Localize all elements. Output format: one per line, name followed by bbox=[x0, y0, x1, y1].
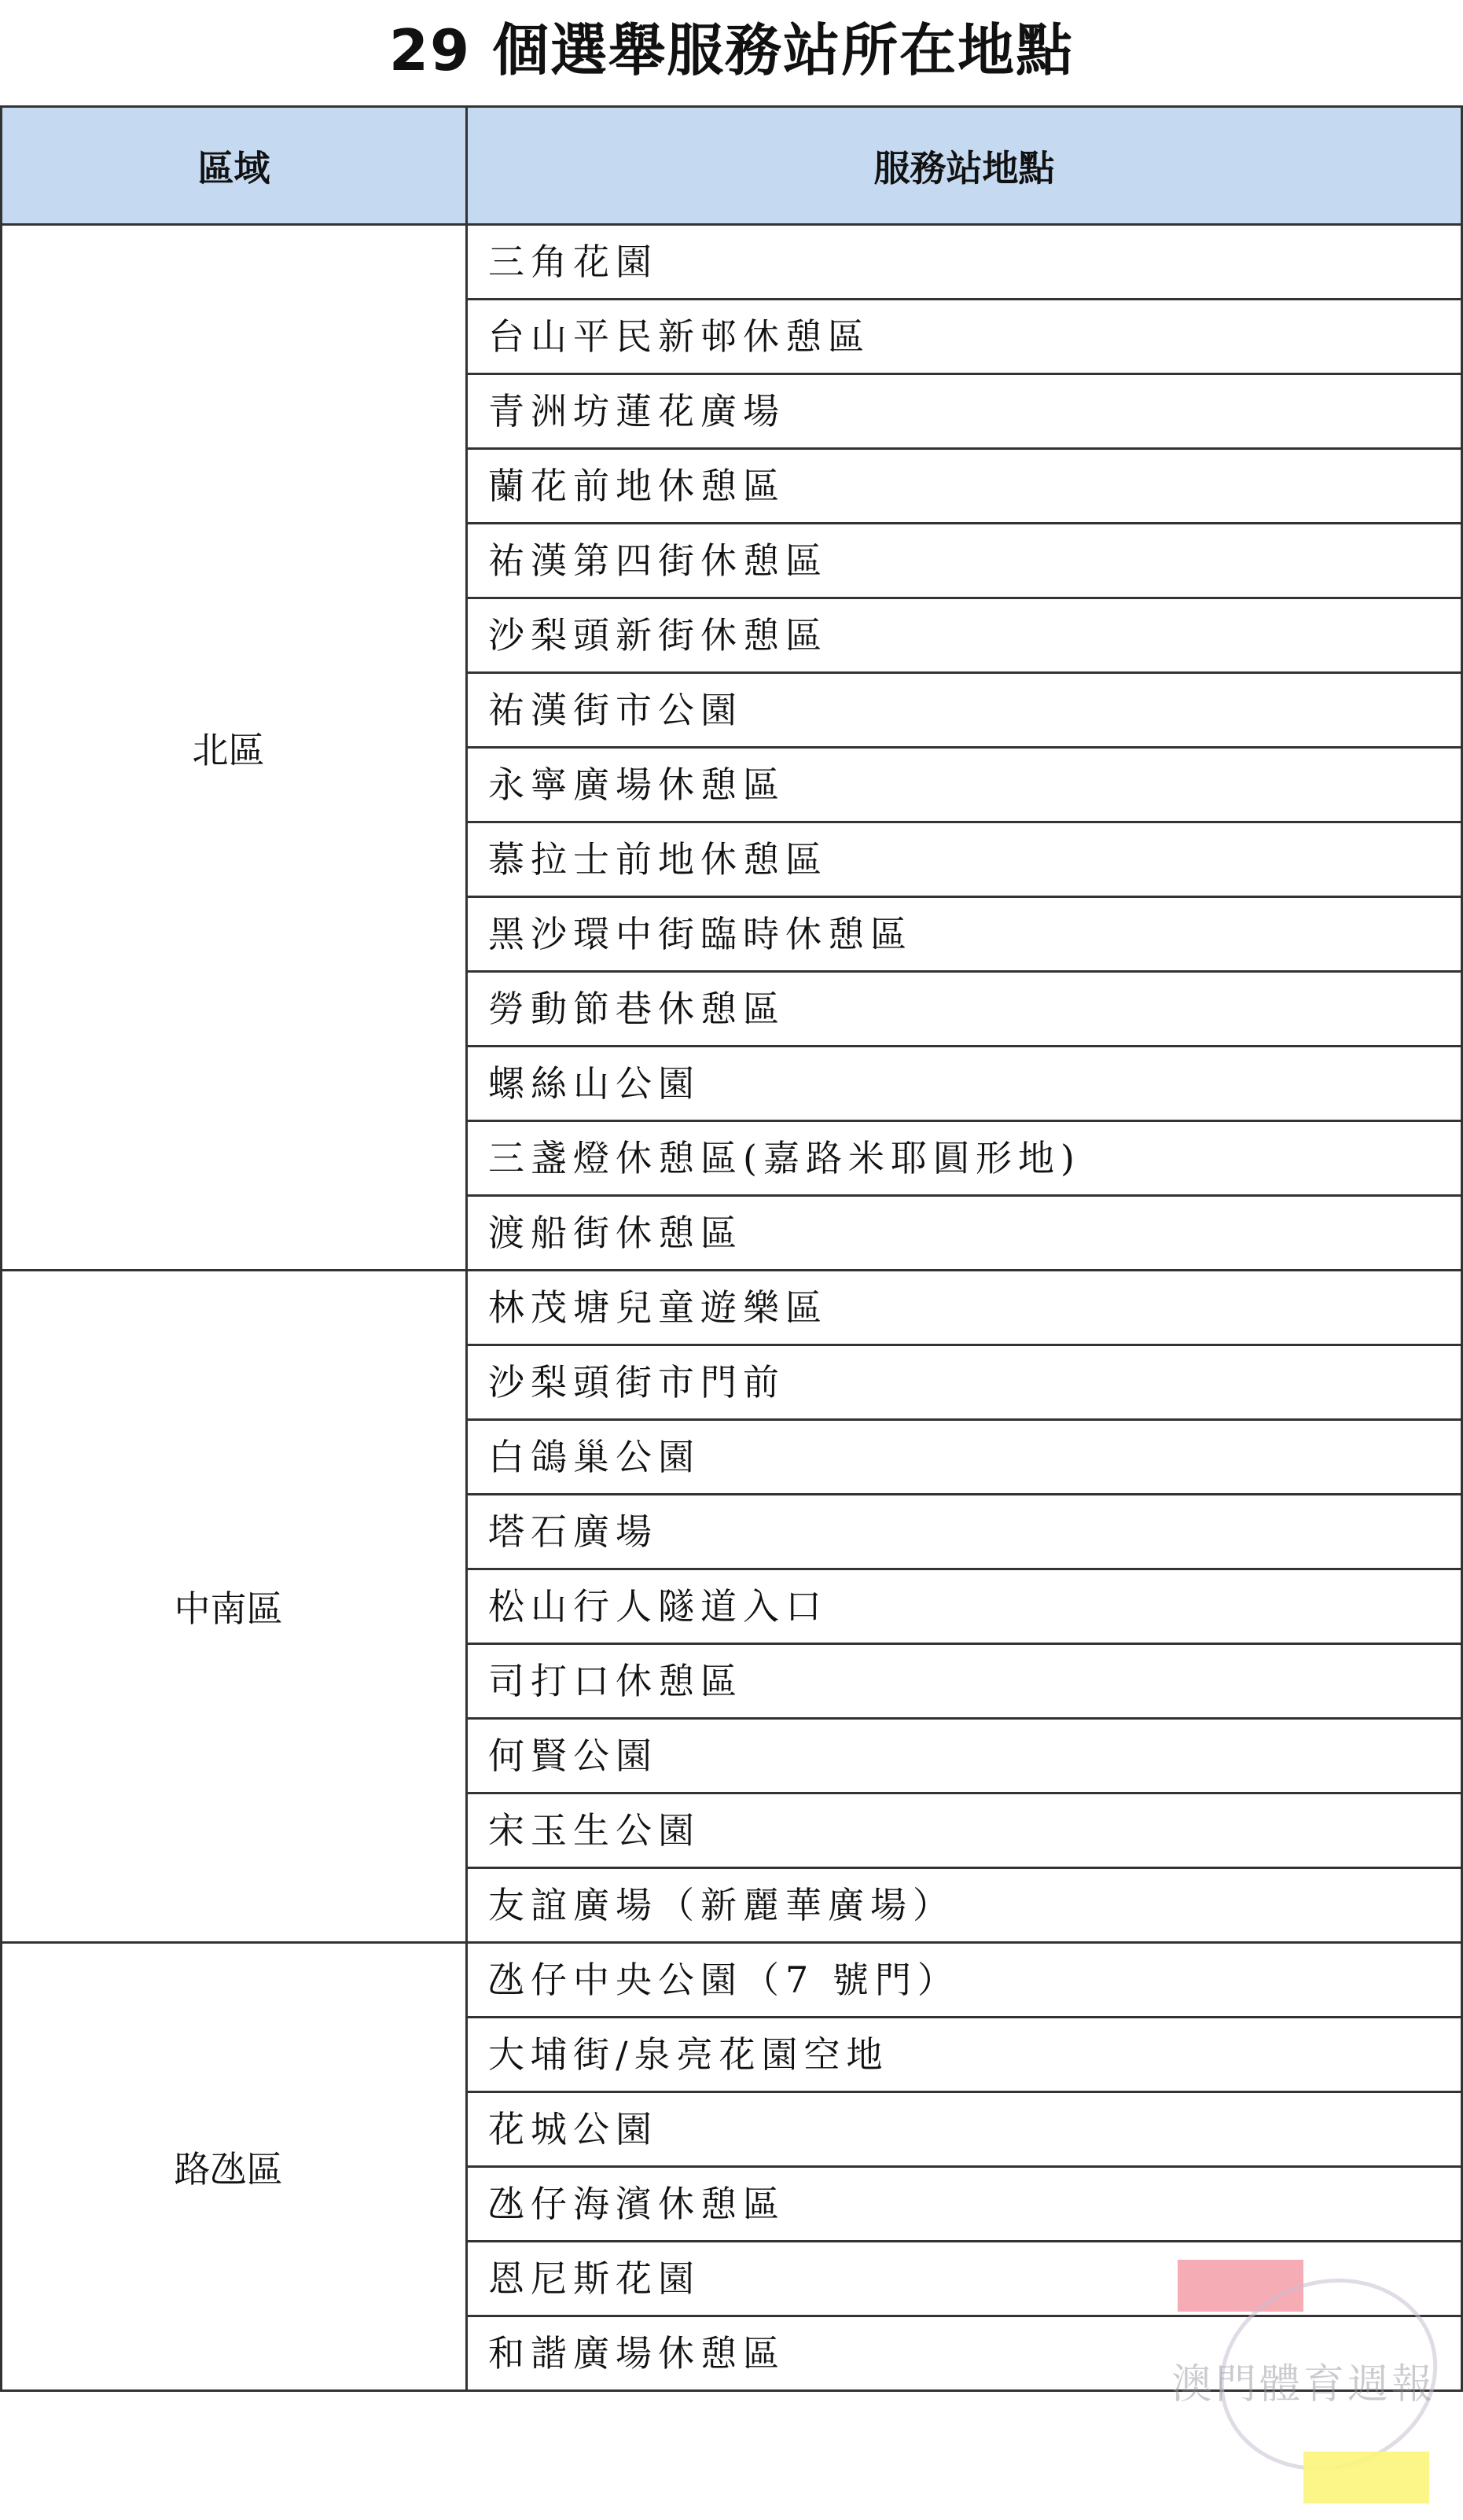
location-cell: 宋玉生公園 bbox=[467, 1793, 1462, 1868]
location-cell: 渡船街休憩區 bbox=[467, 1196, 1462, 1271]
location-cell: 祐漢街市公園 bbox=[467, 673, 1462, 748]
region-cell: 北區 bbox=[2, 225, 467, 1271]
region-cell: 中南區 bbox=[2, 1271, 467, 1943]
location-cell: 氹仔海濱休憩區 bbox=[467, 2167, 1462, 2242]
location-cell: 友誼廣場（新麗華廣場） bbox=[467, 1868, 1462, 1943]
location-cell: 氹仔中央公園（7 號門） bbox=[467, 1943, 1462, 2018]
location-cell: 祐漢第四街休憩區 bbox=[467, 524, 1462, 598]
table-row bbox=[2, 1943, 1462, 2018]
region-cell: 路氹區 bbox=[2, 1943, 467, 2391]
location-cell: 三盞燈休憩區(嘉路米耶圓形地) bbox=[467, 1121, 1462, 1196]
table-header-row bbox=[2, 107, 1462, 225]
location-cell: 青洲坊蓮花廣場 bbox=[467, 374, 1462, 449]
table-row bbox=[2, 1271, 1462, 1345]
location-column-header: 服務站地點 bbox=[467, 107, 1462, 225]
location-cell: 花城公園 bbox=[467, 2092, 1462, 2167]
location-cell: 大埔街/泉亮花園空地 bbox=[467, 2018, 1462, 2092]
location-cell: 和諧廣場休憩區 bbox=[467, 2316, 1462, 2391]
location-cell: 松山行人隧道入口 bbox=[467, 1569, 1462, 1644]
locations-table-wrapper bbox=[0, 105, 1463, 2392]
location-cell: 慕拉士前地休憩區 bbox=[467, 822, 1462, 897]
location-cell: 何賢公園 bbox=[467, 1719, 1462, 1793]
location-cell: 永寧廣場休憩區 bbox=[467, 748, 1462, 822]
table-row bbox=[2, 225, 1462, 300]
location-cell: 螺絲山公園 bbox=[467, 1047, 1462, 1121]
table-body bbox=[2, 225, 1462, 2391]
location-cell: 沙梨頭街市門前 bbox=[467, 1345, 1462, 1420]
location-cell: 塔石廣場 bbox=[467, 1495, 1462, 1569]
location-cell: 三角花園 bbox=[467, 225, 1462, 300]
location-cell: 勞動節巷休憩區 bbox=[467, 972, 1462, 1047]
page-title: 29 個選舉服務站所在地點 bbox=[388, 17, 1075, 83]
location-cell: 司打口休憩區 bbox=[467, 1644, 1462, 1719]
location-cell: 黑沙環中街臨時休憩區 bbox=[467, 897, 1462, 972]
region-column-header: 區域 bbox=[2, 107, 467, 225]
location-cell: 林茂塘兒童遊樂區 bbox=[467, 1271, 1462, 1345]
locations-table bbox=[0, 105, 1463, 2392]
location-cell: 蘭花前地休憩區 bbox=[467, 449, 1462, 524]
location-cell: 恩尼斯花園 bbox=[467, 2242, 1462, 2316]
location-cell: 沙梨頭新街休憩區 bbox=[467, 598, 1462, 673]
watermark-yellow-block bbox=[1303, 2452, 1429, 2503]
location-cell: 白鴿巢公園 bbox=[467, 1420, 1462, 1495]
location-cell: 台山平民新邨休憩區 bbox=[467, 300, 1462, 374]
watermark-text: 澳門體育週報 bbox=[1171, 2361, 1436, 2408]
